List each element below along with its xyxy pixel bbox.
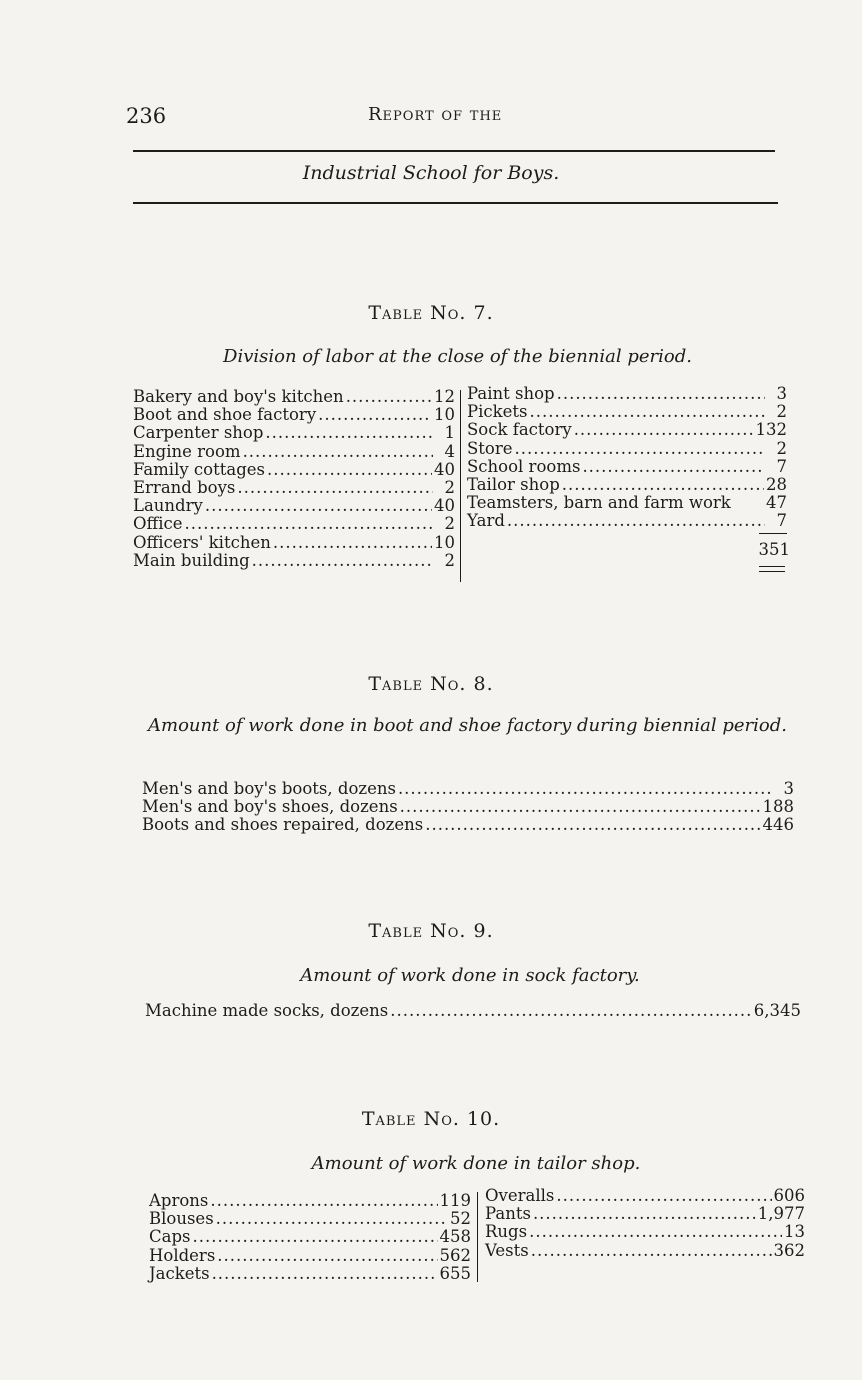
- row-value: 362: [773, 1240, 805, 1260]
- table-row: [485, 1223, 805, 1241]
- row-label: Aprons: [149, 1191, 209, 1210]
- table10-title: Table No. 10.: [361, 1108, 501, 1130]
- table-row: [133, 534, 455, 552]
- row-value: 132: [755, 420, 787, 440]
- table7-title: Table No. 7.: [368, 302, 494, 324]
- row-value: 7: [776, 456, 787, 476]
- row-value: 2: [776, 438, 787, 458]
- table-row: [467, 385, 787, 403]
- table7-caption: Division of labor at the close of the biennial period.: [223, 346, 692, 367]
- table8-list: [142, 780, 794, 835]
- row-label: Pickets: [467, 402, 528, 422]
- table10-right-column: [485, 1187, 805, 1260]
- row-value: 119: [439, 1191, 471, 1210]
- table-row: [485, 1205, 805, 1223]
- row-value: 2: [444, 477, 455, 497]
- table-row: [467, 440, 787, 458]
- row-value: 52: [450, 1209, 471, 1229]
- row-value: 7: [776, 511, 787, 531]
- table7-column-divider: [460, 390, 461, 582]
- table-row: [149, 1192, 471, 1210]
- row-value: 1: [444, 423, 455, 443]
- table-row: [485, 1187, 805, 1205]
- row-label: Machine made socks, dozens: [145, 1001, 389, 1020]
- row-label: Officers' kitchen: [133, 532, 271, 552]
- row-label: Engine room: [133, 441, 241, 461]
- table-row: [133, 443, 455, 461]
- row-label: Tailor shop: [467, 474, 560, 494]
- row-label: Office: [133, 514, 183, 534]
- table7-total: 351: [758, 540, 790, 559]
- table-row: [467, 512, 787, 530]
- row-value: 47: [766, 493, 787, 513]
- table-row: [467, 421, 787, 439]
- table-row: [145, 1002, 801, 1020]
- table-row: [149, 1247, 471, 1265]
- table-row: [467, 476, 787, 494]
- page-number: 236: [126, 104, 167, 128]
- table-row: [133, 515, 455, 533]
- row-label: Errand boys: [133, 477, 236, 497]
- table-row: [142, 816, 794, 834]
- row-label: Store: [467, 438, 513, 458]
- row-value: 4: [444, 441, 455, 461]
- table7-right-column: [467, 385, 787, 531]
- row-value: 606: [773, 1186, 805, 1205]
- table8-title: Table No. 8.: [368, 673, 494, 695]
- row-label: Caps: [149, 1227, 191, 1247]
- row-label: Yard: [467, 511, 505, 531]
- row-label: Teamsters, barn and farm work: [467, 493, 731, 513]
- running-title: Report of the: [368, 104, 503, 125]
- header-rule-top: [133, 150, 775, 152]
- table-row: [133, 479, 455, 497]
- row-label: Men's and boy's shoes, dozens: [142, 797, 398, 817]
- row-label: Paint shop: [467, 384, 555, 403]
- row-value: 2: [444, 550, 455, 570]
- table7-total-rule: [759, 533, 787, 534]
- table10-column-divider: [477, 1192, 478, 1282]
- table-row: [133, 497, 455, 515]
- table-row: [142, 798, 794, 816]
- row-label: Men's and boy's boots, dozens: [142, 779, 396, 798]
- table-row: [467, 458, 787, 476]
- row-label: Blouses: [149, 1209, 214, 1229]
- row-value: 562: [439, 1245, 471, 1265]
- row-label: Boot and shoe factory: [133, 405, 317, 425]
- table-row: [149, 1210, 471, 1228]
- row-label: Main building: [133, 550, 250, 570]
- header-rule-bottom: [133, 202, 778, 204]
- table-row: [133, 406, 455, 424]
- table-row: [467, 494, 787, 512]
- row-label: School rooms: [467, 456, 581, 476]
- table-row: [133, 388, 455, 406]
- page-subtitle: Industrial School for Boys.: [302, 162, 560, 184]
- table8-caption: Amount of work done in boot and shoe factory during biennial period.: [148, 715, 787, 736]
- table-row: [142, 780, 794, 798]
- row-label: Jackets: [149, 1263, 210, 1283]
- row-label: Boots and shoes repaired, dozens: [142, 815, 424, 835]
- row-value: 458: [439, 1227, 471, 1247]
- row-value: 40: [434, 459, 455, 479]
- table7-left-column: [133, 388, 455, 570]
- row-value: 1,977: [757, 1204, 805, 1224]
- row-label: Rugs: [485, 1222, 528, 1242]
- row-label: Family cottages: [133, 459, 265, 479]
- table7-total-double-rule: [759, 566, 785, 572]
- row-value: 40: [434, 496, 455, 516]
- row-label: Vests: [485, 1240, 529, 1260]
- table10-left-column: [149, 1192, 471, 1283]
- table-row: [133, 552, 455, 570]
- row-value: 3: [783, 779, 794, 798]
- table-row: [485, 1242, 805, 1260]
- row-value: 6,345: [753, 1001, 801, 1020]
- row-value: 2: [444, 514, 455, 534]
- table9-title: Table No. 9.: [368, 920, 494, 942]
- table9-caption: Amount of work done in sock factory.: [300, 965, 640, 986]
- table-row: [133, 461, 455, 479]
- row-value: 655: [439, 1263, 471, 1283]
- row-value: 13: [784, 1222, 805, 1242]
- row-label: Pants: [485, 1204, 531, 1224]
- row-value: 188: [762, 797, 794, 817]
- row-value: 2: [776, 402, 787, 422]
- row-value: 3: [776, 384, 787, 403]
- table-row: [149, 1228, 471, 1246]
- row-value: 28: [766, 474, 787, 494]
- row-value: 446: [762, 815, 794, 835]
- row-value: 10: [434, 532, 455, 552]
- row-label: Carpenter shop: [133, 423, 264, 443]
- row-label: Laundry: [133, 496, 203, 516]
- table-row: [133, 424, 455, 442]
- row-label: Sock factory: [467, 420, 572, 440]
- table10-caption: Amount of work done in tailor shop.: [311, 1153, 641, 1174]
- row-label: Holders: [149, 1245, 216, 1265]
- row-value: 10: [434, 405, 455, 425]
- table-row: [467, 403, 787, 421]
- table9-list: [145, 1002, 801, 1020]
- table-row: [149, 1265, 471, 1283]
- row-label: Overalls: [485, 1186, 555, 1205]
- row-label: Bakery and boy's kitchen: [133, 387, 344, 406]
- row-value: 12: [434, 387, 455, 406]
